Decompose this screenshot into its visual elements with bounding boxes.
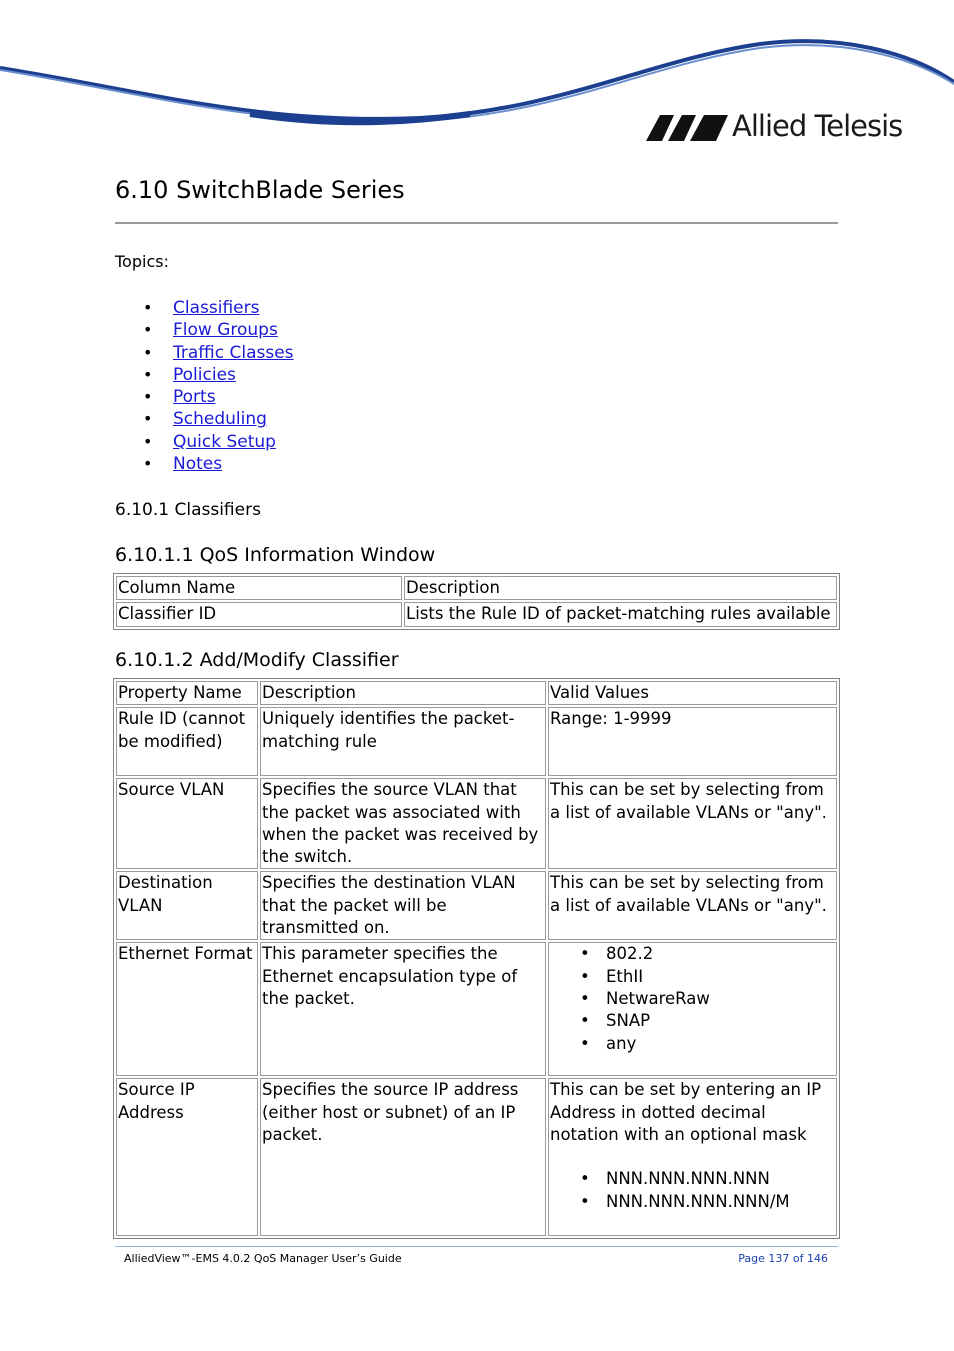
description-cell: This parameter specifies the Ethernet encapsulation type of the packet. (260, 942, 546, 1076)
list-item: • any (606, 1033, 835, 1055)
valid-values-text: This can be set by entering an IP Address in dotted decimal notation with an optional mask (550, 1080, 822, 1144)
header-cell: Valid Values (548, 681, 837, 705)
add-modify-heading: 6.10.1.2 Add/Modify Classifier (115, 649, 399, 671)
allied-telesis-logo (646, 108, 902, 144)
topics-label: Topics: (115, 252, 169, 271)
list-item: • NetwareRaw (606, 988, 835, 1010)
logo-text: Allied Telesis (732, 109, 903, 143)
table-row (116, 871, 837, 940)
table-row (116, 602, 837, 626)
qos-window-heading: 6.10.1.1 QoS Information Window (115, 544, 436, 566)
table-header-row (116, 681, 837, 705)
valid-values-cell: This can be set by selecting from a list of available VLANs or "any". (548, 778, 837, 869)
topic-link-flow-groups[interactable]: Flow Groups (173, 320, 278, 341)
footer-document-title: AlliedView™-EMS 4.0.2 QoS Manager User’s Guide (124, 1252, 402, 1265)
topic-link-notes[interactable]: Notes (173, 454, 223, 475)
topics-list (143, 297, 294, 475)
topic-item (143, 386, 294, 408)
allied-telesis-logo-mark-icon (646, 111, 728, 141)
topic-link-policies[interactable]: Policies (173, 364, 236, 385)
topic-link-scheduling[interactable]: Scheduling (173, 409, 267, 430)
topic-item (143, 319, 294, 341)
topic-item (143, 364, 294, 386)
description-cell: Uniquely identifies the packet-matching rule (260, 707, 546, 776)
ip-address-format-list (550, 1168, 835, 1213)
topic-item (143, 408, 294, 430)
table-row (116, 942, 837, 1076)
property-name-cell: Source IP Address (116, 1078, 258, 1236)
topic-item (143, 453, 294, 475)
table-cell: Classifier ID (116, 602, 402, 626)
header-cell: Description (404, 576, 837, 600)
list-item: • EthII (606, 966, 835, 988)
valid-values-cell: This can be set by selecting from a list of available VLANs or "any". (548, 871, 837, 940)
topic-link-ports[interactable]: Ports (173, 387, 216, 408)
title-divider (115, 222, 838, 224)
description-cell: Specifies the source VLAN that the packet was associated with when the packet was received by the switch. (260, 778, 546, 869)
header-cell: Property Name (116, 681, 258, 705)
qos-info-table (113, 573, 840, 630)
list-item: • NNN.NNN.NNN.NNN/M (606, 1191, 835, 1213)
section-heading-classifiers: 6.10.1 Classifiers (115, 500, 261, 520)
topic-item (143, 431, 294, 453)
valid-values-cell (548, 942, 837, 1076)
property-name-cell: Source VLAN (116, 778, 258, 869)
topic-link-traffic-classes[interactable]: Traffic Classes (173, 342, 294, 363)
table-row (116, 707, 837, 776)
add-modify-classifier-table (113, 678, 840, 1239)
topic-item (143, 342, 294, 364)
property-name-cell: Rule ID (cannot be modified) (116, 707, 258, 776)
header-cell: Description (260, 681, 546, 705)
valid-values-cell (548, 1078, 837, 1236)
topic-link-quick-setup[interactable]: Quick Setup (173, 431, 276, 452)
table-row (116, 778, 837, 869)
table-row (116, 1078, 837, 1236)
header-cell: Column Name (116, 576, 402, 600)
valid-values-cell: Range: 1-9999 (548, 707, 837, 776)
description-cell: Specifies the destination VLAN that the packet will be transmitted on. (260, 871, 546, 940)
page-title: 6.10 SwitchBlade Series (115, 176, 405, 204)
table-cell: Lists the Rule ID of packet-matching rules available (404, 602, 837, 626)
property-name-cell: Ethernet Format (116, 942, 258, 1076)
list-item: • NNN.NNN.NNN.NNN (606, 1168, 835, 1190)
topic-item (143, 297, 294, 319)
description-cell: Specifies the source IP address (either host or subnet) of an IP packet. (260, 1078, 546, 1236)
topic-link-classifiers[interactable]: Classifiers (173, 298, 260, 318)
table-header-row (116, 576, 837, 600)
list-item: • SNAP (606, 1010, 835, 1032)
list-item: • 802.2 (606, 943, 835, 965)
ethernet-format-values-list (550, 943, 835, 1054)
footer-page-number: Page 137 of 146 (738, 1252, 828, 1265)
property-name-cell: Destination VLAN (116, 871, 258, 940)
footer-divider (115, 1246, 838, 1247)
